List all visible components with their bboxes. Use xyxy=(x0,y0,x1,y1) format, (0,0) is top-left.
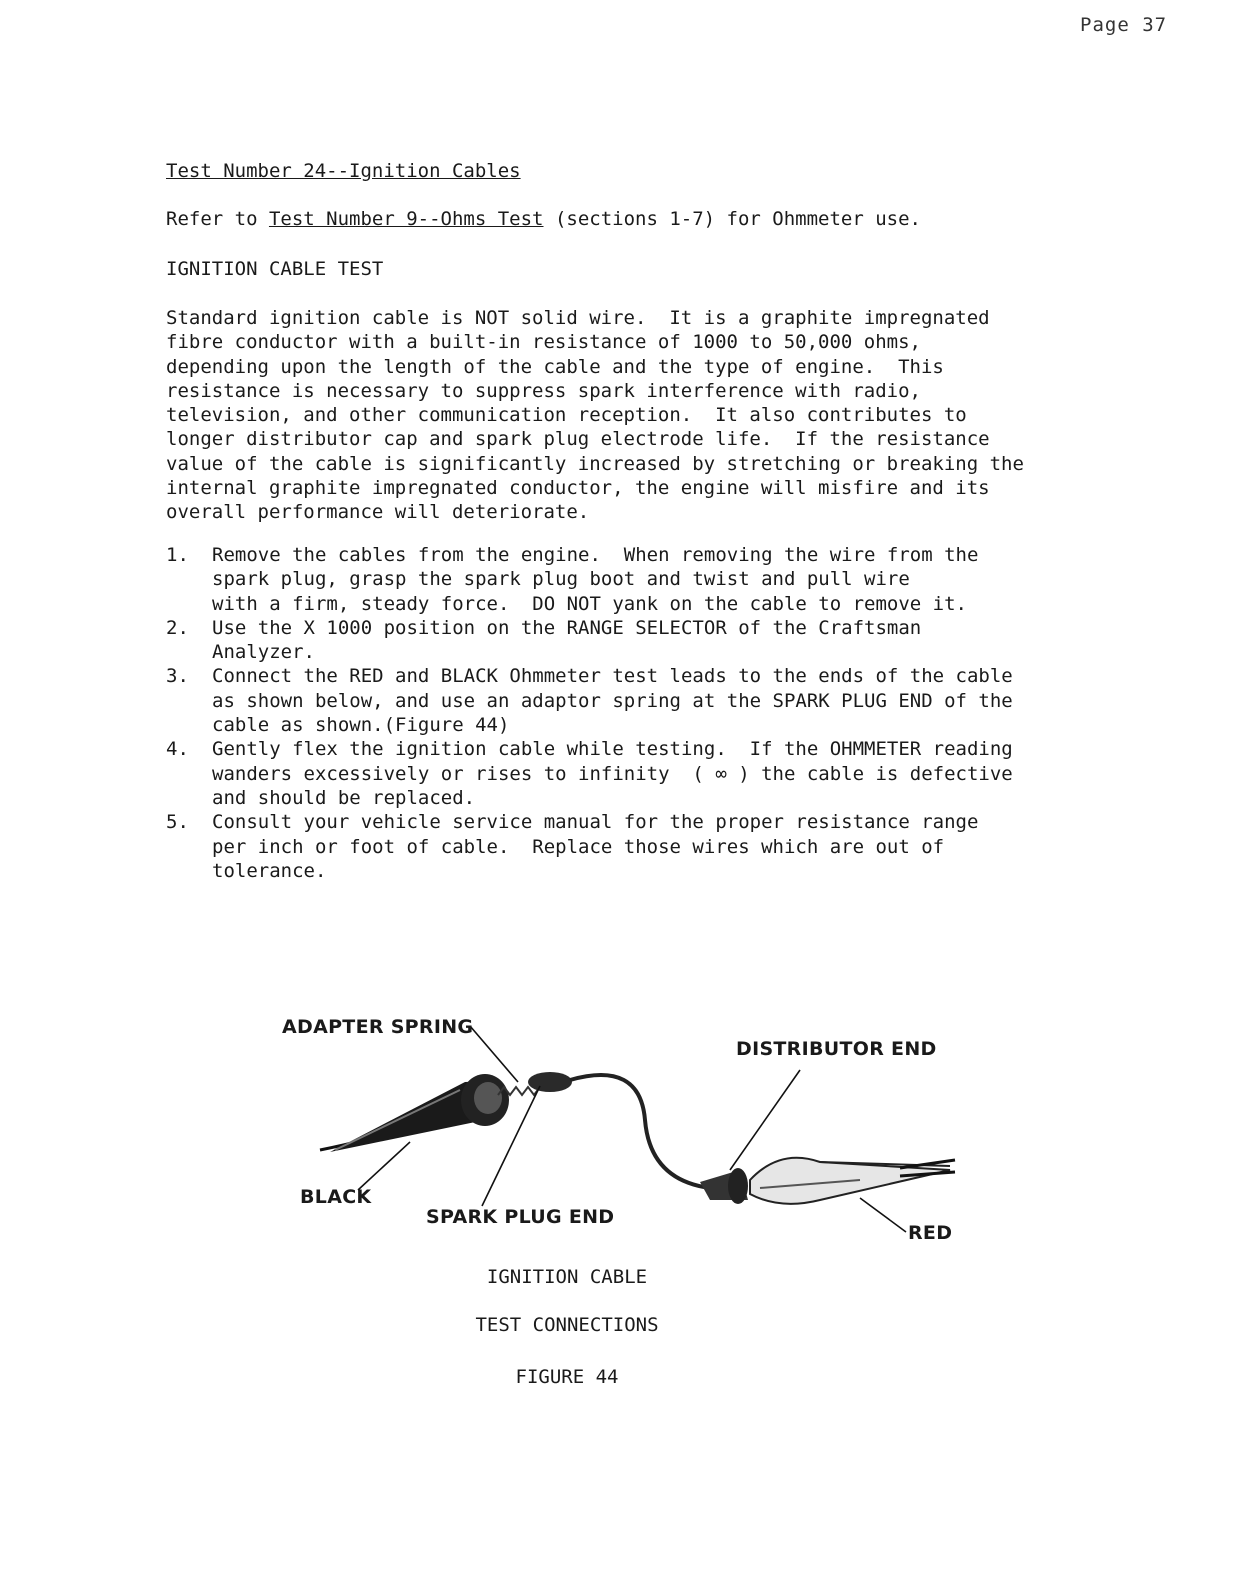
reference-suffix: (sections 1-7) for Ohmmeter use. xyxy=(543,208,921,230)
step-item xyxy=(166,664,1066,737)
label-red: RED xyxy=(908,1222,953,1244)
step-text: Remove the cables from the engine. When removing the wire from the spark plug, grasp the spark plug boot and twist and pull wire with a firm, steady force. DO NOT yank on the cable to remove it. xyxy=(212,544,979,615)
step-item xyxy=(166,737,1066,810)
procedure-steps xyxy=(166,543,1066,883)
page-number: Page 37 xyxy=(1080,14,1168,36)
section-title: Test Number 24--Ignition Cables xyxy=(166,160,521,182)
ignition-cable-figure xyxy=(260,1010,980,1250)
step-text: Consult your vehicle service manual for the proper resistance range per inch or foot of cable. Replace those wires which are out of tolerance. xyxy=(212,811,979,882)
figure-caption-line2: TEST CONNECTIONS xyxy=(475,1314,659,1336)
step-number: 4. xyxy=(166,738,189,761)
figure-number: FIGURE 44 xyxy=(515,1366,619,1388)
step-item xyxy=(166,616,1066,665)
figure-caption-line1: IGNITION CABLE xyxy=(486,1266,648,1288)
step-text: Gently flex the ignition cable while testing. If the OHMMETER reading wanders excessively or rises to infinity ( ∞ ) the cable is defective and should be replaced. xyxy=(212,738,1013,809)
step-text: Use the X 1000 position on the RANGE SELECTOR of the Craftsman Analyzer. xyxy=(212,616,922,664)
subsection-heading: IGNITION CABLE TEST xyxy=(166,258,384,280)
step-number: 2. xyxy=(166,616,189,639)
reference-prefix: Refer to xyxy=(166,208,269,230)
label-black: BLACK xyxy=(300,1186,372,1208)
step-number: 5. xyxy=(166,811,189,834)
label-spark-plug-end: SPARK PLUG END xyxy=(426,1206,615,1228)
label-adapter-spring: ADAPTER SPRING xyxy=(282,1016,474,1038)
step-number: 3. xyxy=(166,665,189,688)
step-text: Connect the RED and BLACK Ohmmeter test leads to the ends of the cable as shown below, and use an adaptor spring at the SPARK PLUG END of the cable as shown.(Figure 44) xyxy=(212,665,1013,737)
reference-link: Test Number 9--Ohms Test xyxy=(268,208,544,230)
step-number: 1. xyxy=(166,544,189,566)
step-item xyxy=(166,810,1066,883)
reference-line xyxy=(166,208,921,230)
label-distributor-end: DISTRIBUTOR END xyxy=(736,1038,937,1060)
step-item xyxy=(166,543,1066,616)
intro-paragraph: Standard ignition cable is NOT solid wire. It is a graphite impregnated fibre conductor with a built-in resistance of 1000 to 50,000 ohms, depending upon the length of the cable and the type of engine. This resistance is necessary to suppress spark interference with radio, television, and other communication reception. It also contributes to longer distributor cap and spark plug electrode life. If the resistance value of the cable is significantly increased by stretching or breaking the internal graphite impregnated conductor, the engine will misfire and its overall performance will deteriorate. xyxy=(166,307,1024,524)
